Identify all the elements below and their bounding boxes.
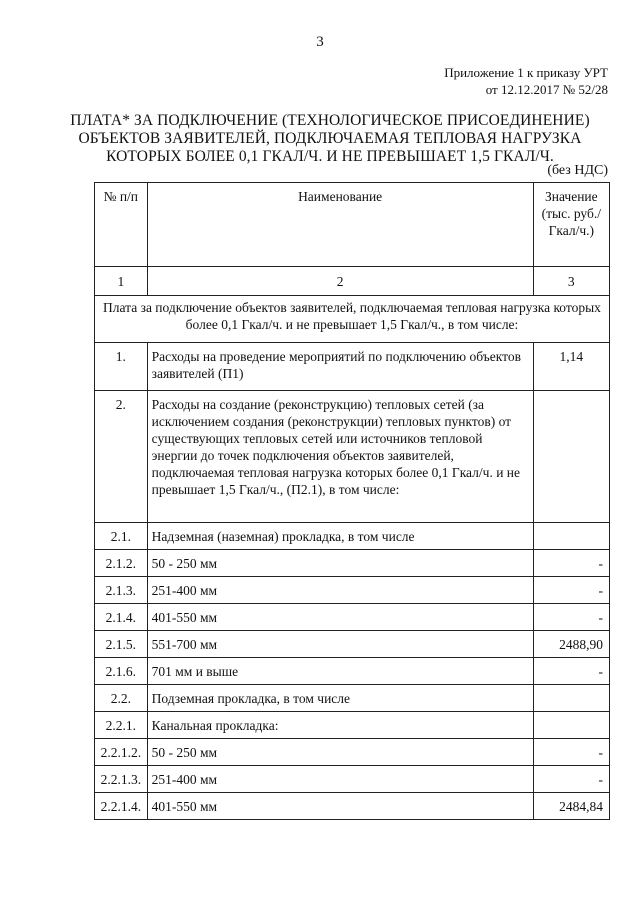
row-num: 2.2. bbox=[95, 685, 148, 712]
row-name: Канальная прокладка: bbox=[147, 712, 533, 739]
row-name: 50 - 250 мм bbox=[147, 550, 533, 577]
table-row bbox=[95, 793, 610, 820]
row-value: - bbox=[533, 766, 609, 793]
row-num: 2.1.2. bbox=[95, 550, 148, 577]
table-row bbox=[95, 685, 610, 712]
row-num: 2.1.5. bbox=[95, 631, 148, 658]
row-name: Подземная прокладка, в том числе bbox=[147, 685, 533, 712]
row-value: - bbox=[533, 550, 609, 577]
title-line-2: ОБЪЕКТОВ ЗАЯВИТЕЛЕЙ, ПОДКЛЮЧАЕМАЯ ТЕПЛОВАЯ НАГРУЗКА bbox=[78, 130, 582, 147]
table-row bbox=[95, 712, 610, 739]
row-value: - bbox=[533, 577, 609, 604]
row-name: 251-400 мм bbox=[147, 577, 533, 604]
row-value bbox=[533, 391, 609, 523]
row-num: 2.2.1.4. bbox=[95, 793, 148, 820]
table-row bbox=[95, 577, 610, 604]
row-num: 2.1.4. bbox=[95, 604, 148, 631]
row-value bbox=[533, 712, 609, 739]
index-name: 2 bbox=[147, 267, 533, 296]
row-name: 401-550 мм bbox=[147, 604, 533, 631]
row-value: 2488,90 bbox=[533, 631, 609, 658]
table-row bbox=[95, 343, 610, 391]
row-value: - bbox=[533, 739, 609, 766]
row-name: 50 - 250 мм bbox=[147, 739, 533, 766]
row-name: Расходы на создание (реконструкцию) тепловых сетей (за исключением создания (реконструкции) тепловых пунктов) от существующих тепловых сетей или источников тепловой энергии до точек подключения объектов заявителей, подключаемая тепловая нагрузка которых более 0,1 Гкал/ч. и не превышает 1,5 Гкал/ч., (П2.1), в том числе: bbox=[147, 391, 533, 523]
title-line-3: КОТОРЫХ БОЛЕЕ 0,1 ГКАЛ/Ч. И НЕ ПРЕВЫШАЕТ 1,5 ГКАЛ/Ч. bbox=[106, 148, 554, 165]
table-index-row bbox=[95, 267, 610, 296]
index-value: 3 bbox=[533, 267, 609, 296]
index-num: 1 bbox=[95, 267, 148, 296]
page-number: 3 bbox=[316, 34, 324, 50]
table-section-row bbox=[95, 296, 610, 343]
appendix-reference bbox=[444, 64, 608, 98]
row-num: 2.1.3. bbox=[95, 577, 148, 604]
row-num: 2.1. bbox=[95, 523, 148, 550]
row-name: 401-550 мм bbox=[147, 793, 533, 820]
row-name: 701 мм и выше bbox=[147, 658, 533, 685]
table-row bbox=[95, 631, 610, 658]
table-header-row bbox=[95, 183, 610, 267]
section-heading: Плата за подключение объектов заявителей, подключаемая тепловая нагрузка которых более 0,1 Гкал/ч. и не превышает 1,5 Гкал/ч., в том числе: bbox=[95, 296, 610, 343]
appendix-line-2: от 12.12.2017 № 52/28 bbox=[485, 82, 608, 97]
row-num: 2.2.1.2. bbox=[95, 739, 148, 766]
row-name: 251-400 мм bbox=[147, 766, 533, 793]
row-num: 2.2.1. bbox=[95, 712, 148, 739]
table-row bbox=[95, 658, 610, 685]
row-num: 2. bbox=[95, 391, 148, 523]
row-value: - bbox=[533, 604, 609, 631]
appendix-line-1: Приложение 1 к приказу УРТ bbox=[444, 65, 608, 80]
row-value: 2484,84 bbox=[533, 793, 609, 820]
header-name: Наименование bbox=[147, 183, 533, 267]
row-value bbox=[533, 685, 609, 712]
row-value: - bbox=[533, 658, 609, 685]
title-line-1: ПЛАТА* ЗА ПОДКЛЮЧЕНИЕ (ТЕХНОЛОГИЧЕСКОЕ ПРИСОЕДИНЕНИЕ) bbox=[70, 112, 590, 129]
table-row bbox=[95, 739, 610, 766]
header-value: Значение (тыс. руб./Гкал/ч.) bbox=[533, 183, 609, 267]
table-row bbox=[95, 550, 610, 577]
row-name: Расходы на проведение мероприятий по подключению объектов заявителей (П1) bbox=[147, 343, 533, 391]
row-name: 551-700 мм bbox=[147, 631, 533, 658]
row-num: 2.1.6. bbox=[95, 658, 148, 685]
row-value bbox=[533, 523, 609, 550]
row-num: 2.2.1.3. bbox=[95, 766, 148, 793]
header-num: № п/п bbox=[95, 183, 148, 267]
table-row bbox=[95, 766, 610, 793]
fee-table bbox=[94, 182, 610, 820]
row-num: 1. bbox=[95, 343, 148, 391]
table-row bbox=[95, 523, 610, 550]
table-row bbox=[95, 391, 610, 523]
row-name: Надземная (наземная) прокладка, в том числе bbox=[147, 523, 533, 550]
no-vat-note: (без НДС) bbox=[547, 163, 608, 178]
table-row bbox=[95, 604, 610, 631]
row-value: 1,14 bbox=[533, 343, 609, 391]
document-title bbox=[60, 112, 600, 166]
